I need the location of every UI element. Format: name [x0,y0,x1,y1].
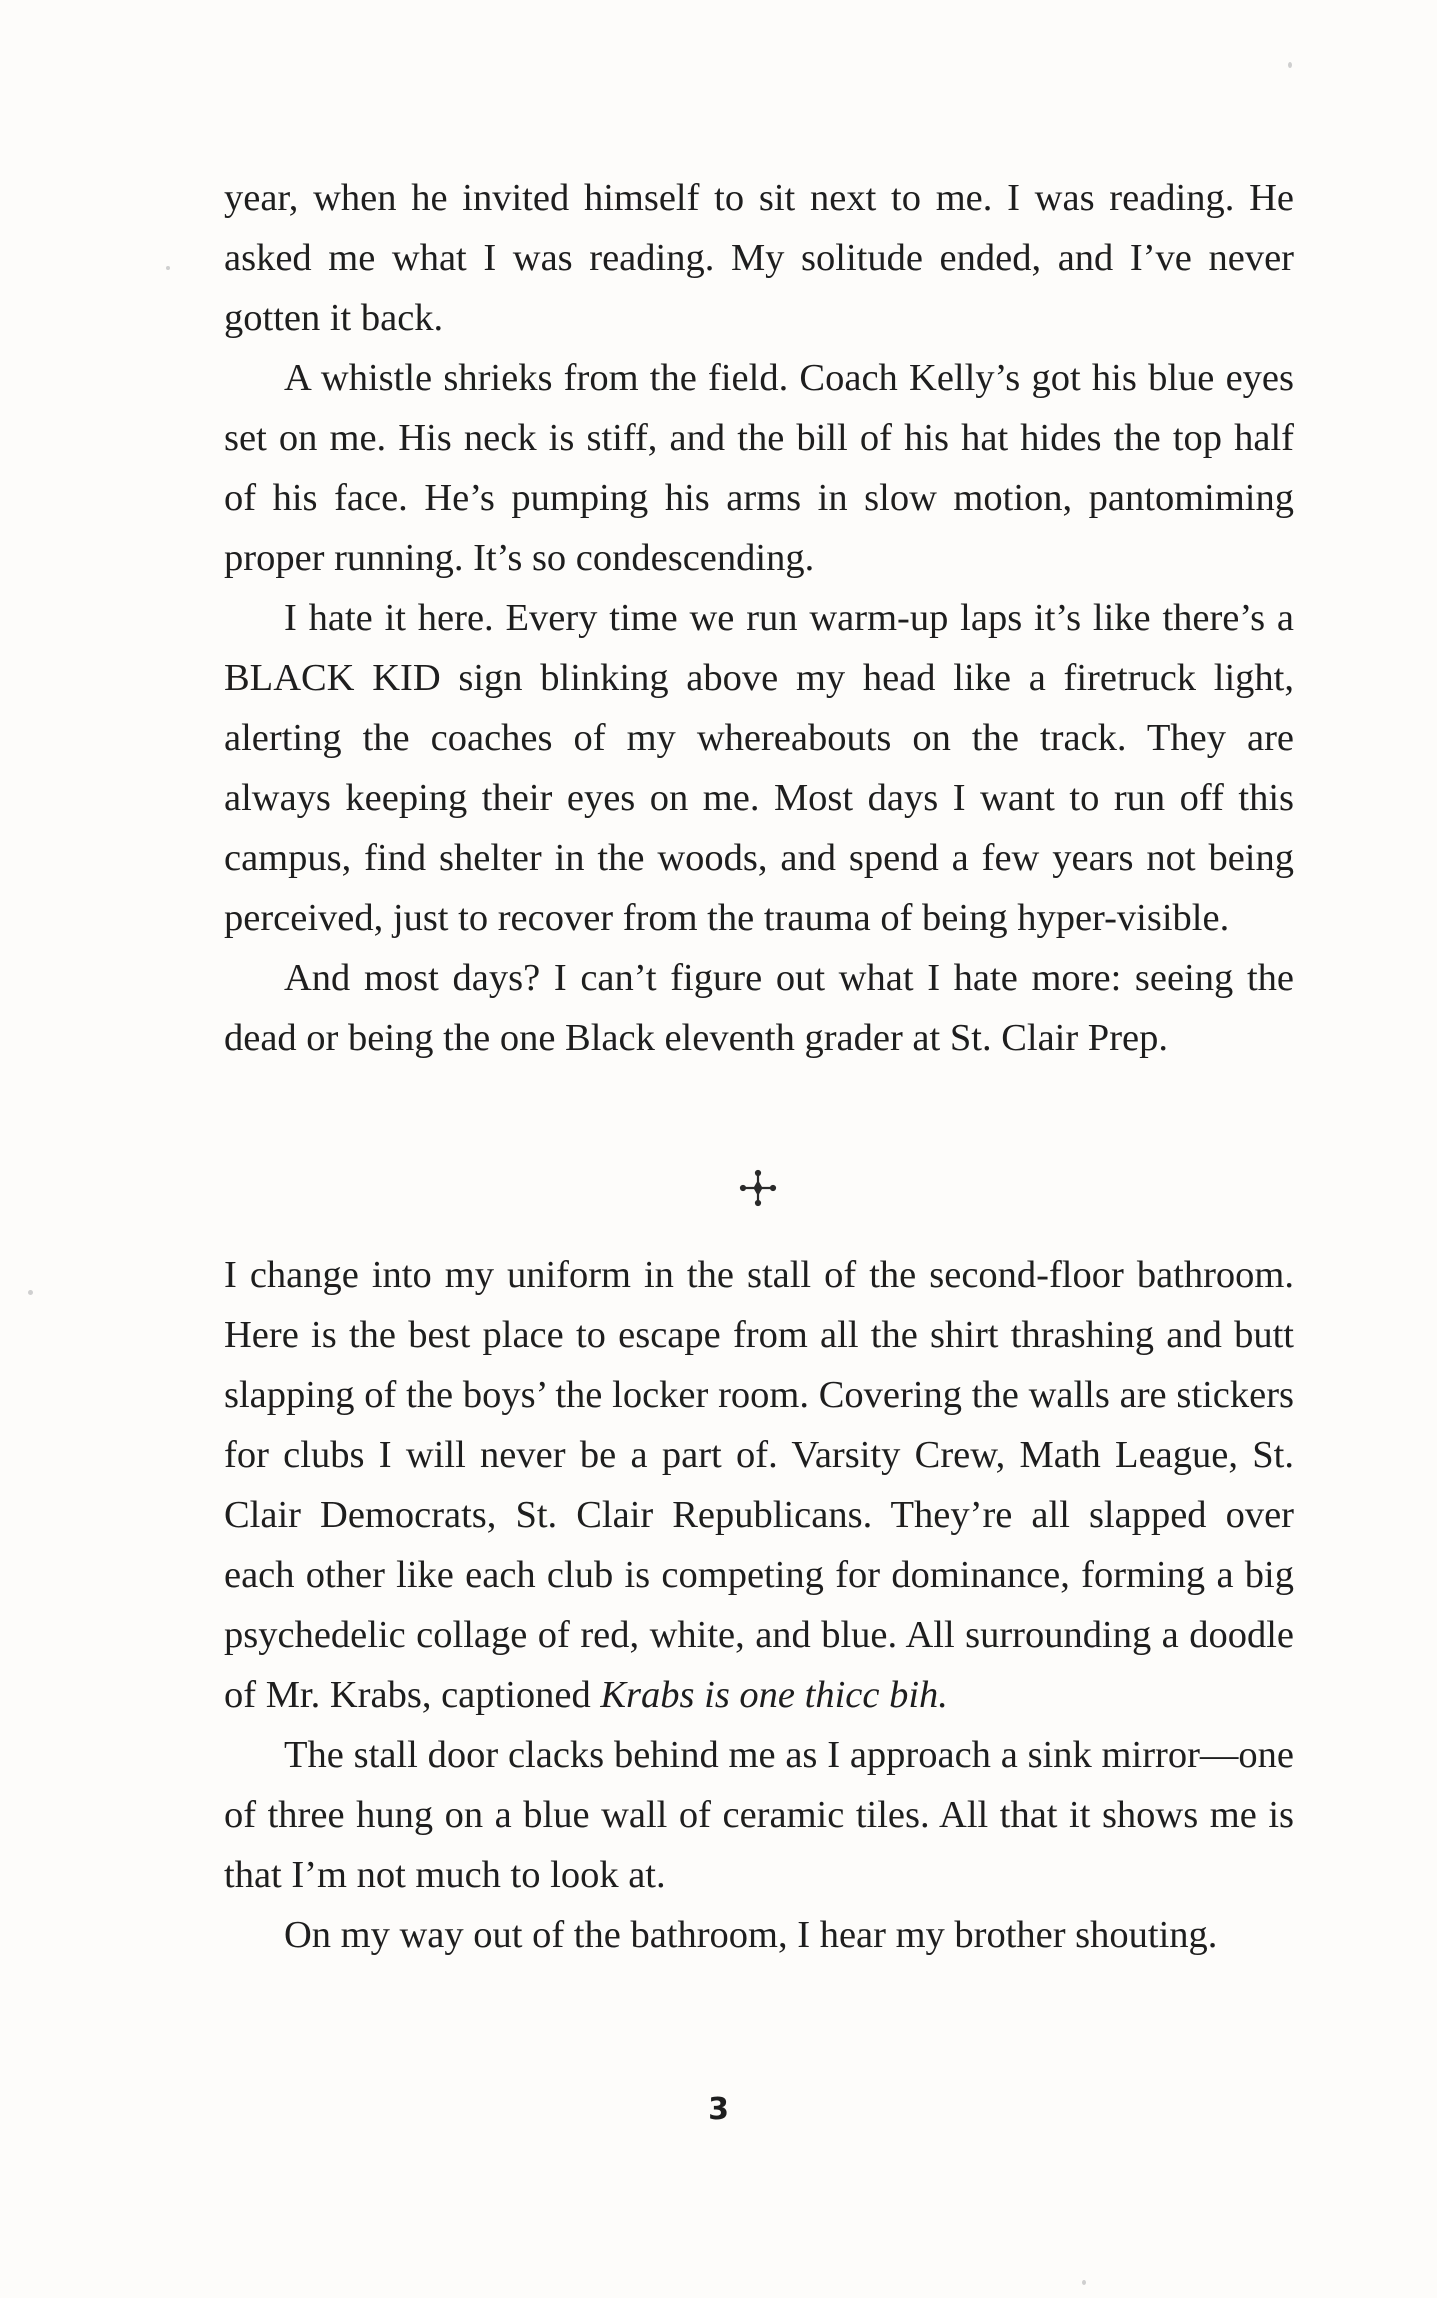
paragraph-most-days: And most days? I can’t figure out what I hate more: seeing the dead or being the one Black eleventh grader at St. Clair Prep. [224,957,1294,1059]
paragraph-bathroom [224,1245,1294,1725]
paragraph-way-out: On my way out of the bathroom, I hear my brother shouting. [284,1914,1218,1956]
section-one [224,168,1294,1068]
paragraph-stall-door: The stall door clacks behind me as I approach a sink mirror—one of three hung on a blue wall of ceramic tiles. All that it shows me is that I’m not much to look at. [224,1734,1294,1896]
scan-speck [28,1290,33,1295]
paragraph-whistle: A whistle shrieks from the field. Coach Kelly’s got his blue eyes set on me. His neck is stiff, and the bill of his hat hides the top half of his face. He’s pumping his arms in slow motion, pantomiming proper running. It’s so condescending. [224,357,1294,579]
paragraph-hate-it-here: I hate it here. Every time we run warm-up laps it’s like there’s a BLACK KID sign blinking above my head like a firetruck light, alerting the coaches of my whereabouts on the track. They are always keeping their eyes on me. Most days I want to run off this campus, find shelter in the woods, and spend a few years not being perceived, just to recover from the trauma of being hyper-visible. [224,597,1294,939]
scan-speck [1082,2280,1086,2285]
scan-speck [166,266,170,270]
page-number: 3 [708,2092,729,2127]
fleuron-ornament-icon [738,1168,778,1208]
paragraph-bathroom-text: I change into my uniform in the stall of the second-floor bathroom. Here is the best place to escape from all the shirt thrashing and butt slapping of the boys’ the locker room. Covering the walls are stickers for clubs I will never be a part of. Varsity Crew, Math League, St. Clair Democrats, St. Clair Republicans. They’re all slapped over each other like each club is competing for dominance, forming a big psychedelic collage of red, white, and blue. All surrounding a doodle of Mr. Krabs, captioned [224,1254,1294,1716]
section-two [224,1245,1294,1965]
paragraph-continuation: year, when he invited himself to sit next to me. I was reading. He asked me what I was reading. My solitude ended, and I’ve never gotten it back. [224,177,1294,339]
graffiti-caption: Krabs is one thicc bih. [600,1674,948,1716]
scan-speck [1288,62,1292,68]
